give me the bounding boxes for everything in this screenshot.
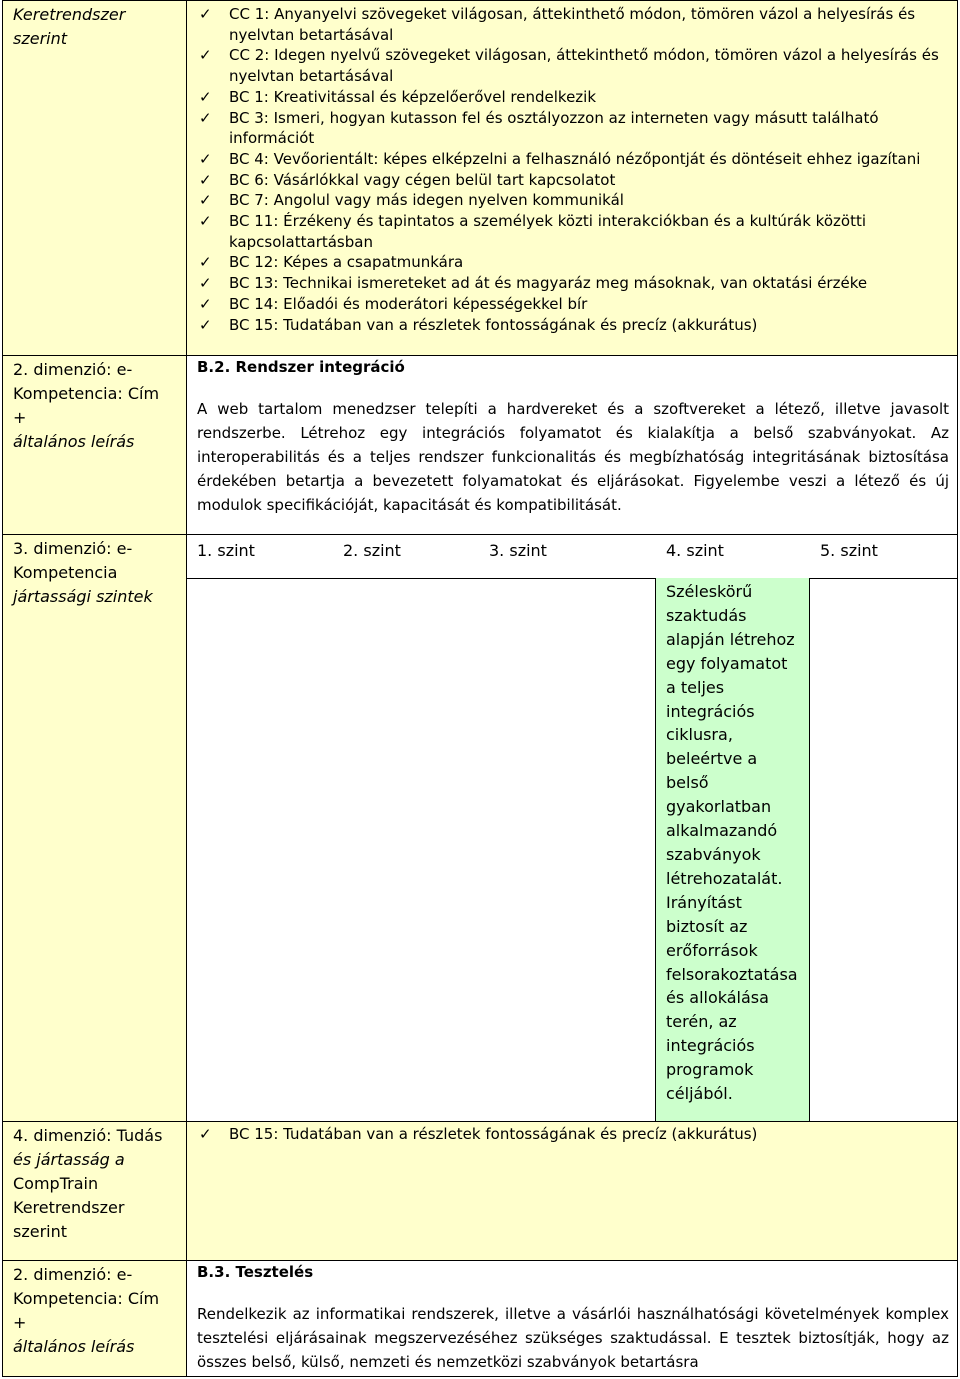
row2-left-label bbox=[2, 355, 187, 535]
competence-item-text: BC 6: Vásárlókkal vagy cégen belül tart kapcsolatot bbox=[229, 170, 616, 189]
row3-left-label bbox=[2, 534, 187, 1122]
row2-paragraph: A web tartalom menedzser telepíti a hardvereket és a szoftvereket a létező, illetve javasolt rendszerbe. Létrehoz egy integrációs folyamatot és kialakítja a belső szabványokat. Az interoperabilitás és a teljes rendszer funkcionalitás és megbízhatóság integritásának biztosítása érdekében betartja a bevezetett folyamatokat és eljárásokat. Figyelembe veszi a létező és új modulok specifikációját, kapacitását és kompatibilitását. bbox=[197, 400, 949, 514]
competence-item bbox=[187, 211, 957, 252]
row2-left-line-3: általános leírás bbox=[13, 432, 135, 451]
row5-left-label bbox=[2, 1260, 187, 1377]
competence-item bbox=[187, 87, 957, 108]
level-4-text-line: integrációs bbox=[666, 701, 755, 721]
level-4-text-line: integrációs bbox=[666, 1036, 755, 1056]
level-4-text-line: és allokálása bbox=[666, 988, 769, 1008]
level-4-text-line: Széleskörű bbox=[666, 582, 753, 601]
checkmark-icon: ✓ bbox=[199, 170, 212, 189]
row2-description bbox=[186, 355, 958, 535]
row5-left-line-2: Kompetencia: Cím + bbox=[13, 1289, 160, 1332]
row3-left-line-3: jártassági szintek bbox=[13, 587, 153, 606]
checkmark-icon: ✓ bbox=[199, 274, 212, 293]
level-4-text-line: erőforrások bbox=[666, 940, 758, 960]
level-4-text-line: programok bbox=[666, 1060, 754, 1080]
competence-item bbox=[187, 149, 957, 170]
row2-left-line-2: Kompetencia: Cím + bbox=[13, 384, 160, 427]
level-4-text-line: alapján létrehoz bbox=[666, 629, 795, 649]
competence-item bbox=[187, 4, 957, 45]
row1-check-list bbox=[187, 4, 957, 335]
row2-heading: B.2. Rendszer integráció bbox=[197, 358, 405, 376]
level-4-text-line: céljából. bbox=[666, 1084, 733, 1104]
row4-left-line-4: Keretrendszer bbox=[13, 1198, 125, 1217]
level-4-text-line: gyakorlatban bbox=[666, 797, 772, 817]
row4-left-line-1: 4. dimenzió: Tudás bbox=[13, 1126, 163, 1145]
row5-left-line-3: általános leírás bbox=[13, 1337, 135, 1356]
level-3-label: 3. szint bbox=[489, 541, 547, 560]
competence-item-text: CC 1: Anyanyelvi szövegeket világosan, áttekinthető módon, tömören vázol a helyesírás és nyelvtan betartásával bbox=[229, 5, 916, 44]
level-4-text-line: belső bbox=[666, 773, 709, 793]
competence-item bbox=[187, 315, 957, 336]
checkmark-icon: ✓ bbox=[199, 294, 212, 313]
competence-item bbox=[187, 252, 957, 273]
checkmark-icon: ✓ bbox=[199, 315, 212, 334]
row1-competence-list bbox=[186, 0, 958, 356]
level-4-text-line: a teljes bbox=[666, 677, 725, 697]
row4-left-line-2: és jártasság a bbox=[13, 1150, 125, 1169]
competence-item-text: BC 12: Képes a csapatmunkára bbox=[229, 253, 464, 272]
competence-item-text: CC 2: Idegen nyelvű szövegeket világosan, áttekinthető módon, tömören vázol a helyesírás és nyelvtan betartásával bbox=[229, 46, 939, 86]
level-header-divider bbox=[187, 578, 958, 579]
level-5-label: 5. szint bbox=[820, 541, 878, 560]
row3-left-line-2: Kompetencia bbox=[13, 563, 118, 582]
competence-item bbox=[187, 273, 957, 294]
row1-left-label bbox=[2, 0, 187, 356]
competence-item-text: BC 4: Vevőorientált: képes elképzelni a felhasználó nézőpontját és döntéseit ehhez igazítani bbox=[229, 149, 921, 168]
competence-item bbox=[187, 108, 957, 149]
level-4-text-line: alkalmazandó bbox=[666, 821, 778, 841]
competence-item-text: BC 13: Technikai ismereteket ad át és magyaráz meg másoknak, van oktatási érzéke bbox=[229, 274, 868, 293]
level-4-text-line: szabványok bbox=[666, 844, 761, 864]
row1-left-line-2: szerint bbox=[13, 29, 68, 48]
level-4-text-line: Irányítást bbox=[666, 892, 742, 912]
level-4-text-line: terén, az bbox=[666, 1012, 737, 1032]
level-2-label: 2. szint bbox=[343, 541, 401, 560]
row5-description bbox=[186, 1260, 958, 1377]
row3-levels bbox=[186, 534, 958, 1122]
row1-left-line-1: Keretrendszer bbox=[13, 5, 126, 24]
level-4-text-line: egy folyamatot bbox=[666, 653, 788, 673]
competence-item bbox=[187, 45, 957, 86]
checkmark-icon: ✓ bbox=[199, 87, 212, 106]
competence-item-text: BC 7: Angolul vagy más idegen nyelven kommunikál bbox=[229, 191, 624, 210]
competence-item bbox=[187, 190, 957, 211]
row4-check-list bbox=[187, 1124, 957, 1145]
level-4-text-line: felsorakoztatása bbox=[666, 964, 798, 984]
checkmark-icon: ✓ bbox=[199, 1125, 212, 1143]
checkmark-icon: ✓ bbox=[199, 108, 212, 127]
row4-competence-list bbox=[186, 1121, 958, 1261]
competence-item-text: BC 14: Előadói és moderátori képességekkel bír bbox=[229, 294, 588, 313]
level-4-description bbox=[655, 578, 810, 1122]
competence-item-text: BC 1: Kreativitással és képzelőerővel rendelkezik bbox=[229, 87, 597, 106]
knowledge-item bbox=[187, 1124, 957, 1145]
row5-left-line-1: 2. dimenzió: e- bbox=[13, 1265, 133, 1284]
row4-left-line-3: CompTrain bbox=[13, 1174, 99, 1193]
competence-item-text: BC 11: Érzékeny és tapintatos a személyek közti interakciókban és a kultúrák közötti kapcsolattartásban bbox=[229, 212, 866, 251]
checkmark-icon: ✓ bbox=[199, 46, 212, 65]
row4-left-label bbox=[2, 1121, 187, 1261]
checkmark-icon: ✓ bbox=[199, 191, 212, 210]
level-1-label: 1. szint bbox=[197, 541, 255, 560]
checkmark-icon: ✓ bbox=[199, 5, 212, 23]
level-4-text-line: beleértve a bbox=[666, 749, 758, 769]
row4-left-line-5: szerint bbox=[13, 1222, 68, 1241]
row5-paragraph: Rendelkezik az informatikai rendszerek, illetve a vásárlói használhatósági követelmények komplex tesztelési eljárásainak megszervezéséhez szükséges szaktudással. E tesztek biztosítják, hogy az összes belső, külső, nemzeti és nemzetközi szabványok betartásra bbox=[197, 1305, 949, 1371]
checkmark-icon: ✓ bbox=[199, 212, 212, 231]
level-4-label: 4. szint bbox=[666, 541, 724, 560]
competence-item-text: BC 3: Ismeri, hogyan kutasson fel és osztályozzon az interneten vagy másutt található információt bbox=[229, 108, 879, 148]
knowledge-item-text: BC 15: Tudatában van a részletek fontosságának és precíz (akkurátus) bbox=[229, 1125, 758, 1143]
row2-left-line-1: 2. dimenzió: e- bbox=[13, 360, 133, 379]
competence-item bbox=[187, 170, 957, 191]
level-4-text-line: létrehozatalát. bbox=[666, 868, 783, 888]
competence-item-text: BC 15: Tudatában van a részletek fontosságának és precíz (akkurátus) bbox=[229, 315, 758, 334]
row5-heading: B.3. Tesztelés bbox=[197, 1263, 314, 1281]
level-4-text-line: biztosít az bbox=[666, 916, 748, 936]
level-4-text-line: ciklusra, bbox=[666, 725, 733, 745]
level-4-text-line: szaktudás bbox=[666, 605, 747, 625]
checkmark-icon: ✓ bbox=[199, 253, 212, 272]
row3-left-line-1: 3. dimenzió: e- bbox=[13, 539, 133, 558]
competence-item bbox=[187, 294, 957, 315]
checkmark-icon: ✓ bbox=[199, 149, 212, 168]
